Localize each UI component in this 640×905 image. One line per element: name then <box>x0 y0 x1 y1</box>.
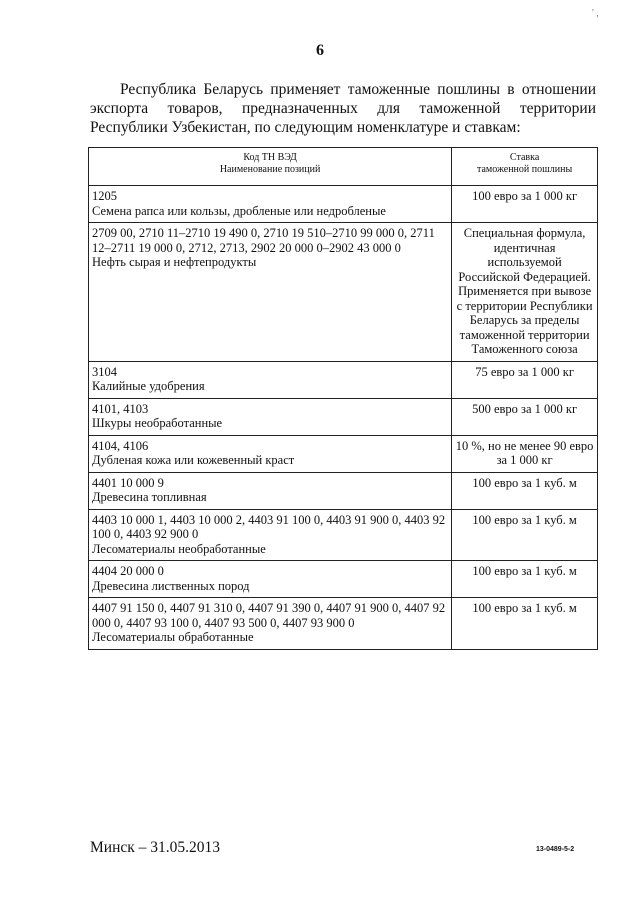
item-codes: 4101, 4103 <box>92 401 149 416</box>
header-rate-label: Ставка <box>509 152 540 163</box>
item-rate: Специальная формула, идентичная используемой Российской Федерацией. Применяется при вывозе с территории Республики Беларусь за пределы таможенной территории Таможенного союза <box>456 226 593 356</box>
item-codes: 4404 20 000 0 <box>92 564 164 578</box>
item-cell <box>89 398 452 435</box>
rate-cell <box>452 509 598 561</box>
header-name-label: Наименование позиций <box>219 164 321 175</box>
item-rate: 100 евро за 1 куб. м <box>472 475 577 490</box>
table-row <box>89 598 598 650</box>
rate-cell <box>452 361 598 398</box>
item-name: Нефть сырая и нефтепродукты <box>92 255 257 269</box>
rate-cell <box>452 398 598 435</box>
header-code-name <box>89 148 452 186</box>
item-rate: 10 %, но не менее 90 евро за 1 000 кг <box>455 438 594 467</box>
item-rate: 100 евро за 1 куб. м <box>472 512 577 527</box>
corner-scan-mark: ' , <box>592 8 599 19</box>
rate-cell <box>452 435 598 472</box>
item-codes: 4407 91 150 0, 4407 91 310 0, 4407 91 390 0, 4407 91 900 0, 4407 92 000 0, 4407 93 100 0, 4407 93 500 0, 4407 93 900 0 <box>92 601 446 630</box>
header-code-label: Код ТН ВЭД <box>243 152 297 163</box>
item-cell <box>89 435 452 472</box>
table-row <box>89 435 598 472</box>
item-cell <box>89 561 452 598</box>
table-row <box>89 223 598 362</box>
item-codes: 3104 <box>92 364 117 379</box>
item-cell <box>89 223 452 362</box>
item-codes: 4104, 4106 <box>92 438 149 453</box>
page-number: 6 <box>316 42 324 59</box>
rate-cell <box>452 561 598 598</box>
table-row <box>89 361 598 398</box>
item-name: Древесина топливная <box>92 490 207 504</box>
item-rate: 100 евро за 1 000 кг <box>472 189 578 203</box>
item-name: Шкуры необработанные <box>92 416 223 430</box>
item-cell <box>89 598 452 650</box>
rate-cell <box>452 223 598 362</box>
header-rate-sub-label: таможенной пошлины <box>476 164 573 175</box>
item-name: Калийные удобрения <box>92 379 205 393</box>
item-codes: 2709 00, 2710 11–2710 19 490 0, 2710 19 510–2710 99 000 0, 2711 12–2711 19 000 0, 2712, 2713, 2902 20 000 0–2902 43 000 0 <box>92 226 435 255</box>
item-name: Семена рапса или кользы, дробленые или недробленые <box>92 203 386 218</box>
item-name: Лесоматериалы необработанные <box>92 541 266 556</box>
table-row <box>89 561 598 598</box>
tariff-table <box>88 147 598 650</box>
item-codes: 4401 10 000 9 <box>92 475 164 490</box>
header-rate <box>452 148 598 186</box>
item-cell <box>89 472 452 509</box>
footer-city-date: Минск – 31.05.2013 <box>90 839 221 856</box>
table-row <box>89 509 598 561</box>
table-header-row <box>89 148 598 186</box>
item-cell <box>89 186 452 223</box>
item-rate: 100 евро за 1 куб. м <box>472 601 577 615</box>
item-rate: 500 евро за 1 000 кг <box>472 401 578 416</box>
item-rate: 75 евро за 1 000 кг <box>475 364 574 379</box>
footer-document-code: 13-0489-5-2 <box>536 846 575 853</box>
table-row <box>89 472 598 509</box>
item-name: Древесина лиственных пород <box>92 578 250 593</box>
item-codes: 1205 <box>92 189 117 203</box>
item-codes: 4403 10 000 1, 4403 10 000 2, 4403 91 100 0, 4403 91 900 0, 4403 92 100 0, 4403 92 900 0 <box>92 512 446 541</box>
rate-cell <box>452 598 598 650</box>
item-cell <box>89 509 452 561</box>
item-rate: 100 евро за 1 куб. м <box>472 564 577 578</box>
rate-cell <box>452 186 598 223</box>
rate-cell <box>452 472 598 509</box>
table-row <box>89 186 598 223</box>
item-name: Лесоматериалы обработанные <box>92 630 254 644</box>
intro-paragraph: Республика Беларусь применяет таможенные пошлины в отношении экспорта товаров, предназначенных для таможенной территории Республики Узбекистан, по следующим номенклатуре и ставкам: <box>90 81 596 136</box>
table-row <box>89 398 598 435</box>
item-cell <box>89 361 452 398</box>
item-name: Дубленая кожа или кожевенный краст <box>92 453 295 467</box>
